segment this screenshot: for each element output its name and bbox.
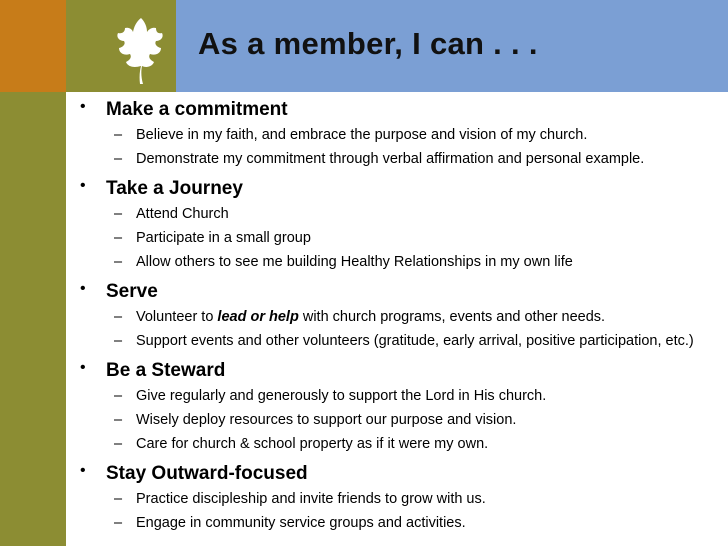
bullet-icon: •	[80, 177, 86, 194]
section-heading: Stay Outward-focused	[106, 463, 308, 484]
list-item: – Wisely deploy resources to support our purpose and vision.	[114, 412, 517, 428]
list-item: – Give regularly and generously to support the Lord in His church.	[114, 388, 547, 404]
list-item: – Demonstrate my commitment through verbal affirmation and personal example.	[114, 151, 645, 167]
section-stay-outward-focused	[78, 456, 718, 535]
section-be-a-steward	[78, 353, 718, 456]
list-item: – Support events and other volunteers (gratitude, early arrival, positive participation, etc.)	[114, 333, 694, 349]
slide-title: As a member, I can . . .	[198, 26, 538, 61]
list-item: – Allow others to see me building Healthy Relationships in my own life	[114, 254, 573, 270]
list-item: – Engage in community service groups and activities.	[114, 515, 466, 531]
list-item: – Volunteer to lead or help with church programs, events and other needs.	[114, 309, 606, 325]
list-item: – Believe in my faith, and embrace the purpose and vision of my church.	[114, 127, 588, 143]
oak-leaf-icon	[110, 14, 172, 88]
bullet-icon: •	[80, 359, 86, 376]
section-take-a-journey	[78, 171, 718, 274]
bullet-list	[78, 92, 718, 535]
bullet-icon: •	[80, 462, 86, 479]
section-heading: Be a Steward	[106, 360, 226, 381]
sidebar-olive-band	[0, 92, 66, 546]
list-item: – Care for church & school property as if it were my own.	[114, 436, 489, 452]
header-orange-block	[0, 0, 66, 92]
list-item: – Participate in a small group	[114, 230, 311, 246]
section-heading: Serve	[106, 281, 158, 302]
bullet-icon: •	[80, 280, 86, 297]
section-serve	[78, 274, 718, 353]
section-make-a-commitment	[78, 92, 718, 171]
bullet-icon: •	[80, 98, 86, 115]
list-item: – Attend Church	[114, 206, 229, 222]
list-item: – Practice discipleship and invite friends to grow with us.	[114, 491, 486, 507]
section-heading: Take a Journey	[106, 178, 243, 199]
section-heading: Make a commitment	[106, 99, 288, 120]
emphasis-text: lead or help	[217, 309, 299, 325]
